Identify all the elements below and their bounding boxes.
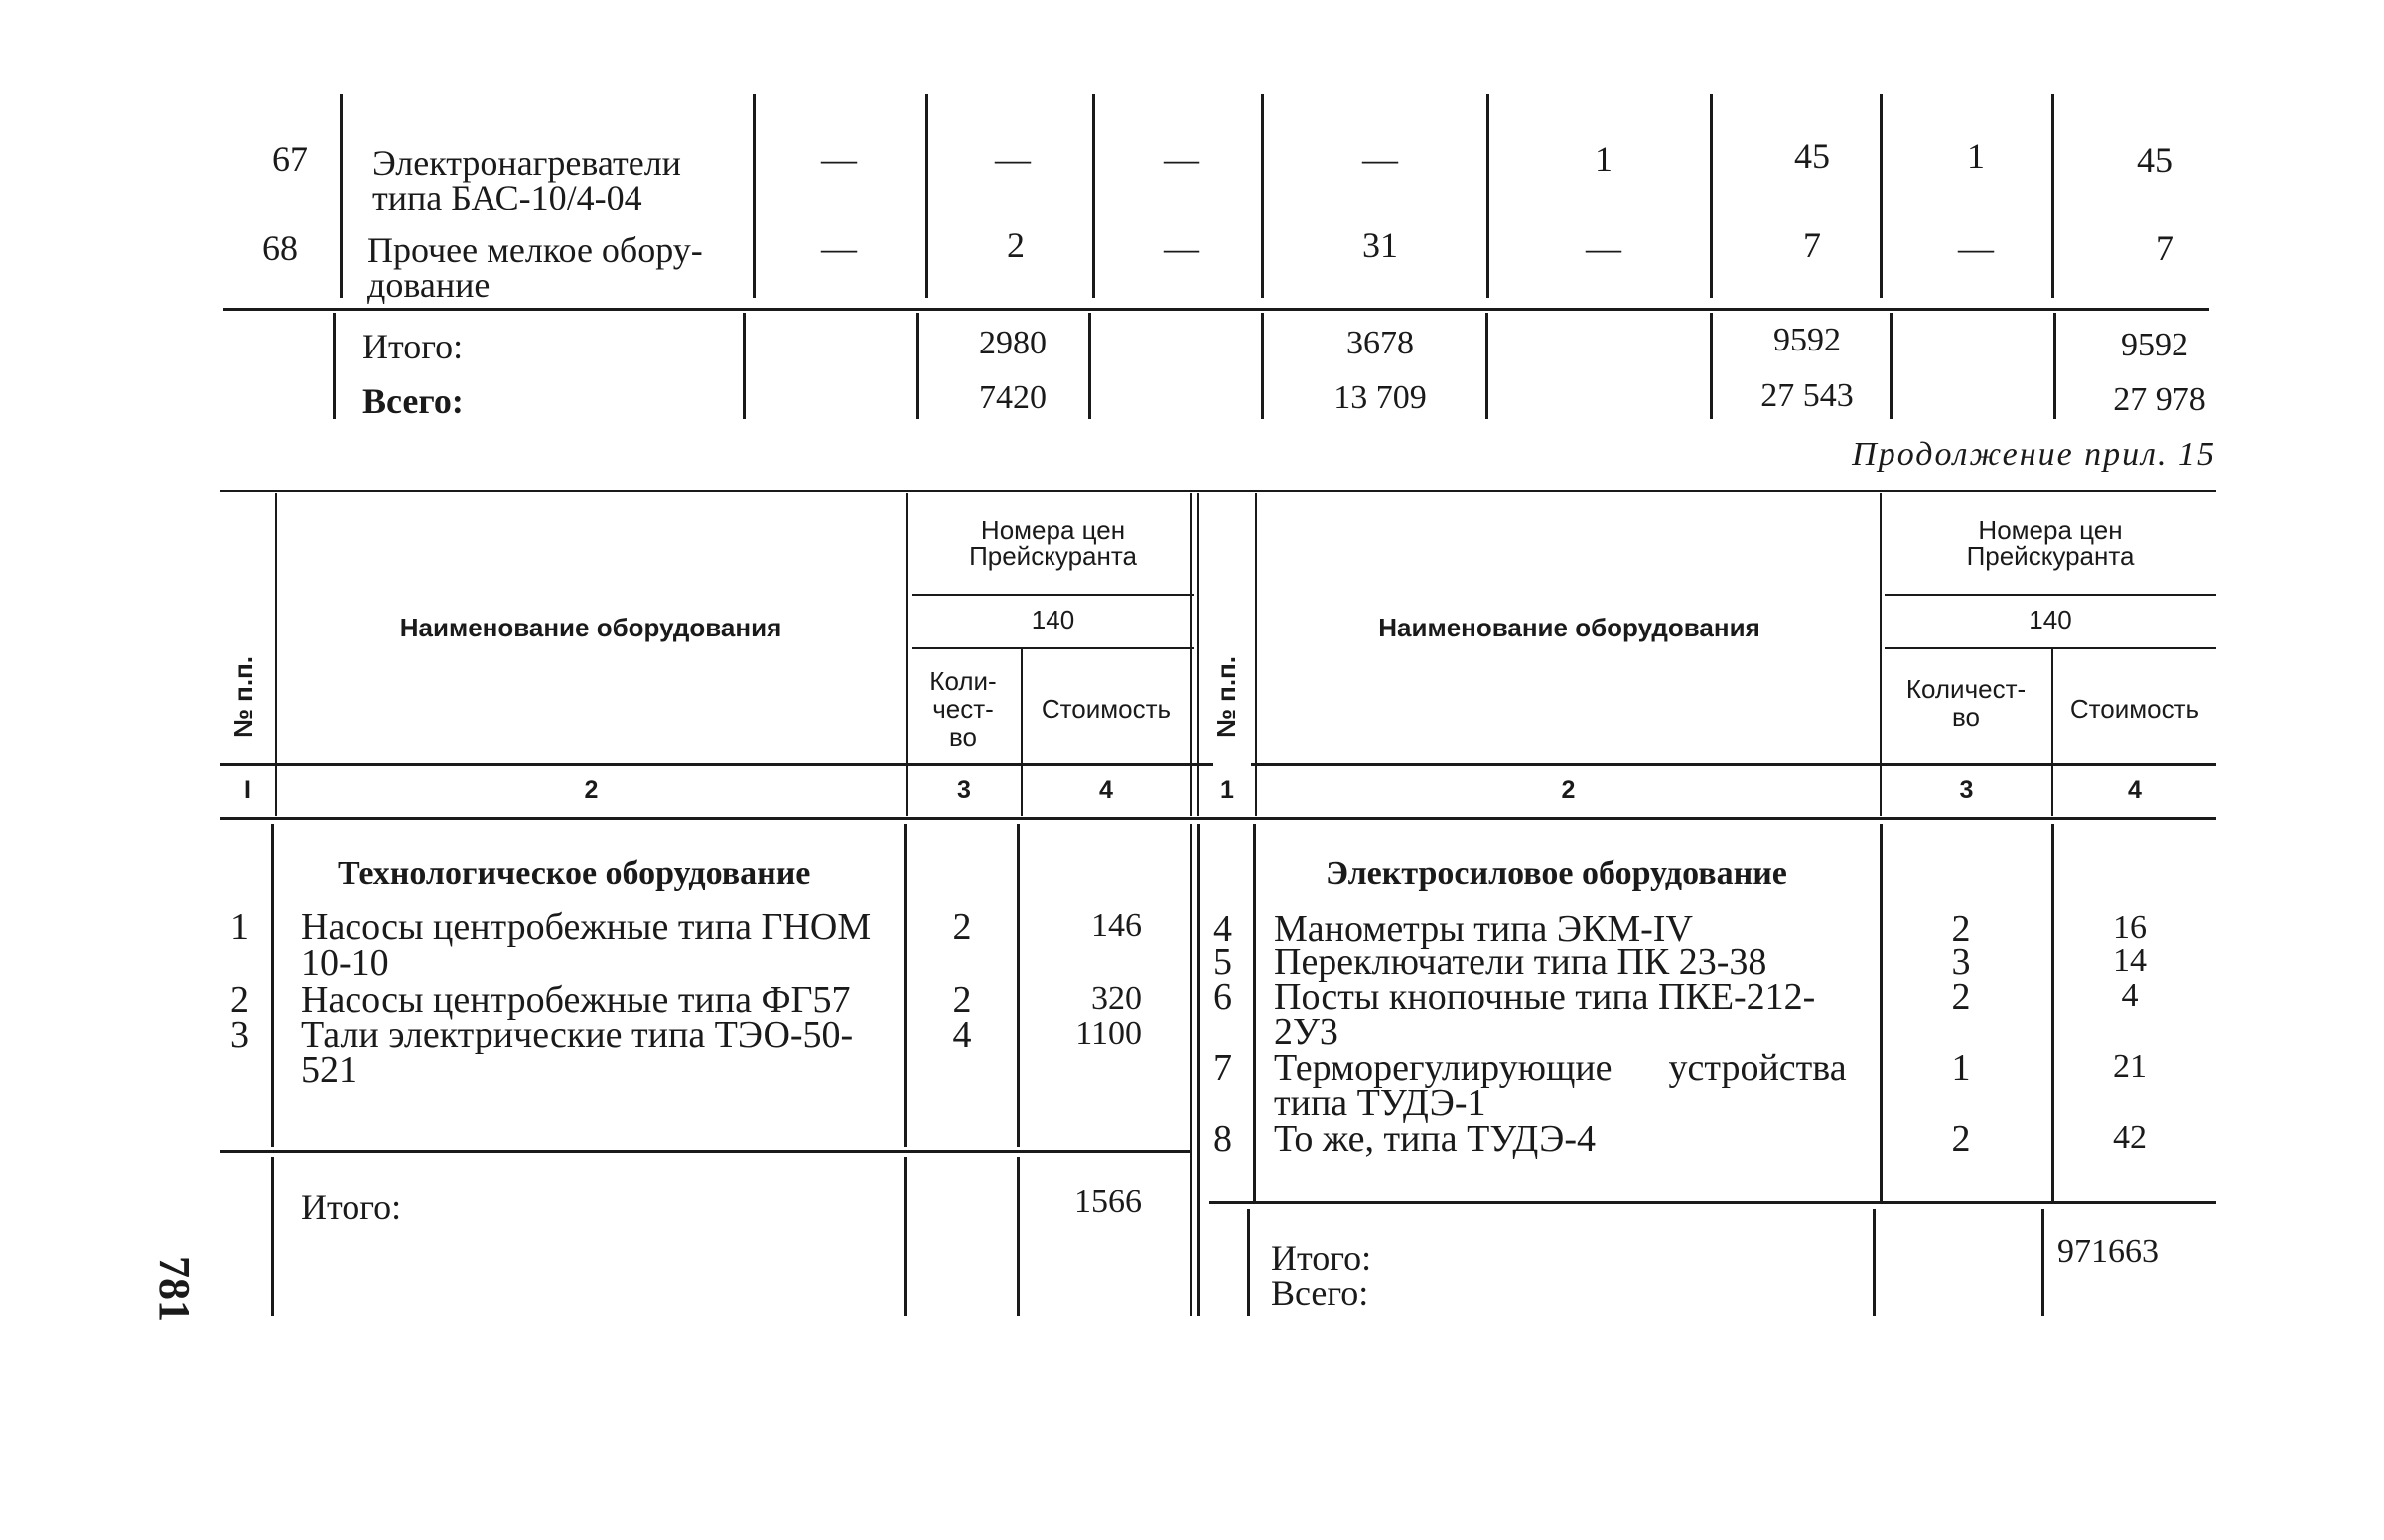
total-value: 1566 bbox=[1074, 1184, 1142, 1220]
item-name-line1: Насосы центробежные типа ФГ57 bbox=[301, 979, 851, 1021]
column-header-price-number: 140 bbox=[2029, 605, 2072, 634]
item-name-line2: 2У3 bbox=[1274, 1011, 1338, 1052]
cost-value: 42 bbox=[2113, 1119, 2147, 1156]
column-number: 1 bbox=[1220, 776, 1234, 804]
row-number: 67 bbox=[272, 139, 308, 179]
row-number: 68 bbox=[262, 228, 298, 268]
column-header-number: № п.п. bbox=[228, 655, 258, 739]
cell-value: — bbox=[1958, 228, 1994, 268]
total-label: Итого: bbox=[362, 327, 464, 366]
total-label: Итого: bbox=[301, 1188, 402, 1227]
grand-total-value: 27 978 bbox=[2113, 381, 2206, 418]
row-number: 1 bbox=[230, 907, 249, 948]
column-header-quantity-l2: во bbox=[1952, 702, 1980, 732]
column-number: 3 bbox=[957, 776, 971, 804]
cost-value: 16 bbox=[2113, 910, 2147, 946]
row-number: 3 bbox=[230, 1014, 249, 1055]
quantity-value: 3 bbox=[1951, 941, 1971, 983]
column-number: 4 bbox=[1099, 776, 1113, 804]
item-name-line1: Тали электрические типа ТЭО-50- bbox=[301, 1014, 854, 1055]
item-name-line1: То же, типа ТУДЭ-4 bbox=[1274, 1118, 1597, 1160]
column-number: 3 bbox=[1959, 776, 1974, 804]
cell-value: — bbox=[821, 228, 857, 268]
column-header-quantity-l3: во bbox=[949, 722, 977, 752]
column-header-price-l2: Прейскуранта bbox=[1966, 541, 2135, 571]
row-number: 8 bbox=[1213, 1118, 1232, 1160]
cell-value: — bbox=[821, 139, 857, 179]
cost-value: 21 bbox=[2113, 1049, 2147, 1085]
column-header-price-number: 140 bbox=[1031, 605, 1075, 634]
item-name-line1: Электронагреватели bbox=[372, 143, 681, 183]
quantity-value: 4 bbox=[952, 1014, 972, 1055]
cell-value: 45 bbox=[1794, 136, 1830, 176]
quantity-value: 2 bbox=[952, 907, 972, 948]
row-number: 2 bbox=[230, 979, 249, 1021]
column-header-quantity-l1: Коли- bbox=[929, 666, 997, 696]
total-value: 9592 bbox=[2121, 327, 2188, 363]
item-name-line1: Манометры типа ЭКМ-IV bbox=[1274, 909, 1693, 950]
column-header-name: Наименование оборудования bbox=[399, 613, 782, 642]
cell-value: 7 bbox=[2156, 228, 2174, 268]
quantity-value: 2 bbox=[1951, 1118, 1971, 1160]
total-value: 2980 bbox=[979, 325, 1047, 361]
item-name-line2: 10-10 bbox=[301, 942, 389, 984]
cell-value: — bbox=[995, 139, 1031, 179]
total-value: 3678 bbox=[1346, 325, 1414, 361]
cell-value: 2 bbox=[1007, 225, 1025, 265]
cell-value: 1 bbox=[1967, 136, 1985, 176]
grand-total-value: 7420 bbox=[979, 379, 1047, 416]
quantity-value: 2 bbox=[1951, 909, 1971, 950]
item-name-line2: типа ТУДЭ-1 bbox=[1274, 1082, 1486, 1124]
cost-value: 320 bbox=[1091, 980, 1142, 1017]
column-header-quantity-l2: чест- bbox=[932, 694, 994, 724]
grand-total-label: Всего: bbox=[362, 381, 464, 421]
total-label: Итого: bbox=[1271, 1238, 1372, 1278]
cell-value: 7 bbox=[1803, 225, 1821, 265]
column-number: 2 bbox=[584, 776, 599, 804]
quantity-value: 2 bbox=[952, 979, 972, 1021]
quantity-value: 1 bbox=[1951, 1048, 1971, 1089]
quantity-value: 2 bbox=[1951, 976, 1971, 1018]
column-number: I bbox=[244, 776, 251, 804]
cost-value: 1100 bbox=[1075, 1015, 1142, 1051]
row-number: 6 bbox=[1213, 976, 1232, 1018]
total-value: 9592 bbox=[1773, 322, 1841, 358]
column-header-price-l1: Номера цен bbox=[980, 515, 1126, 545]
cell-value: — bbox=[1164, 139, 1199, 179]
column-header-cost: Стоимость bbox=[1041, 694, 1172, 724]
item-name-line1: Посты кнопочные типа ПКЕ-212- bbox=[1274, 976, 1816, 1018]
item-name-line1: Прочее мелкое обору- bbox=[367, 230, 703, 270]
section-title: Технологическое оборудование bbox=[338, 855, 811, 892]
page-number: 781 bbox=[150, 1256, 199, 1322]
column-header-name: Наименование оборудования bbox=[1378, 613, 1760, 642]
grand-total-value: 27 543 bbox=[1760, 377, 1854, 414]
item-name-line2: дование bbox=[367, 265, 491, 305]
cell-value: — bbox=[1362, 139, 1398, 179]
column-number: 2 bbox=[1561, 776, 1576, 804]
item-name-line1: Переключатели типа ПК 23-38 bbox=[1274, 941, 1767, 983]
continuation-caption: Продолжение прил. 15 bbox=[1852, 436, 2216, 473]
item-name-line1: Терморегулирующие устройства bbox=[1274, 1048, 1847, 1089]
section-title: Электросиловое оборудование bbox=[1326, 855, 1787, 892]
item-name-line2: типа БАС-10/4-04 bbox=[372, 178, 642, 217]
column-header-price-l1: Номера цен bbox=[1978, 515, 2123, 545]
cell-value: 45 bbox=[2137, 140, 2173, 180]
cost-value: 146 bbox=[1091, 908, 1142, 944]
cost-value: 4 bbox=[2121, 977, 2139, 1014]
column-header-price-l2: Прейскуранта bbox=[969, 541, 1137, 571]
row-number: 5 bbox=[1213, 941, 1232, 983]
grand-total-label: Всего: bbox=[1271, 1273, 1369, 1313]
total-value: 971663 bbox=[2057, 1233, 2159, 1270]
cell-value: 31 bbox=[1362, 225, 1398, 265]
cell-value: — bbox=[1164, 228, 1199, 268]
row-number: 4 bbox=[1213, 909, 1232, 950]
item-name-line2: 521 bbox=[301, 1050, 357, 1091]
column-header-quantity-l1: Количест- bbox=[1905, 674, 2027, 704]
row-number: 7 bbox=[1213, 1048, 1232, 1089]
column-header-cost: Стоимость bbox=[2069, 694, 2200, 724]
cost-value: 14 bbox=[2113, 942, 2147, 979]
cell-value: — bbox=[1586, 228, 1621, 268]
column-header-number: № п.п. bbox=[1211, 655, 1241, 739]
column-number: 4 bbox=[2128, 776, 2142, 804]
item-name-line1: Насосы центробежные типа ГНОМ bbox=[301, 907, 872, 948]
grand-total-value: 13 709 bbox=[1333, 379, 1427, 416]
cell-value: 1 bbox=[1595, 139, 1613, 179]
